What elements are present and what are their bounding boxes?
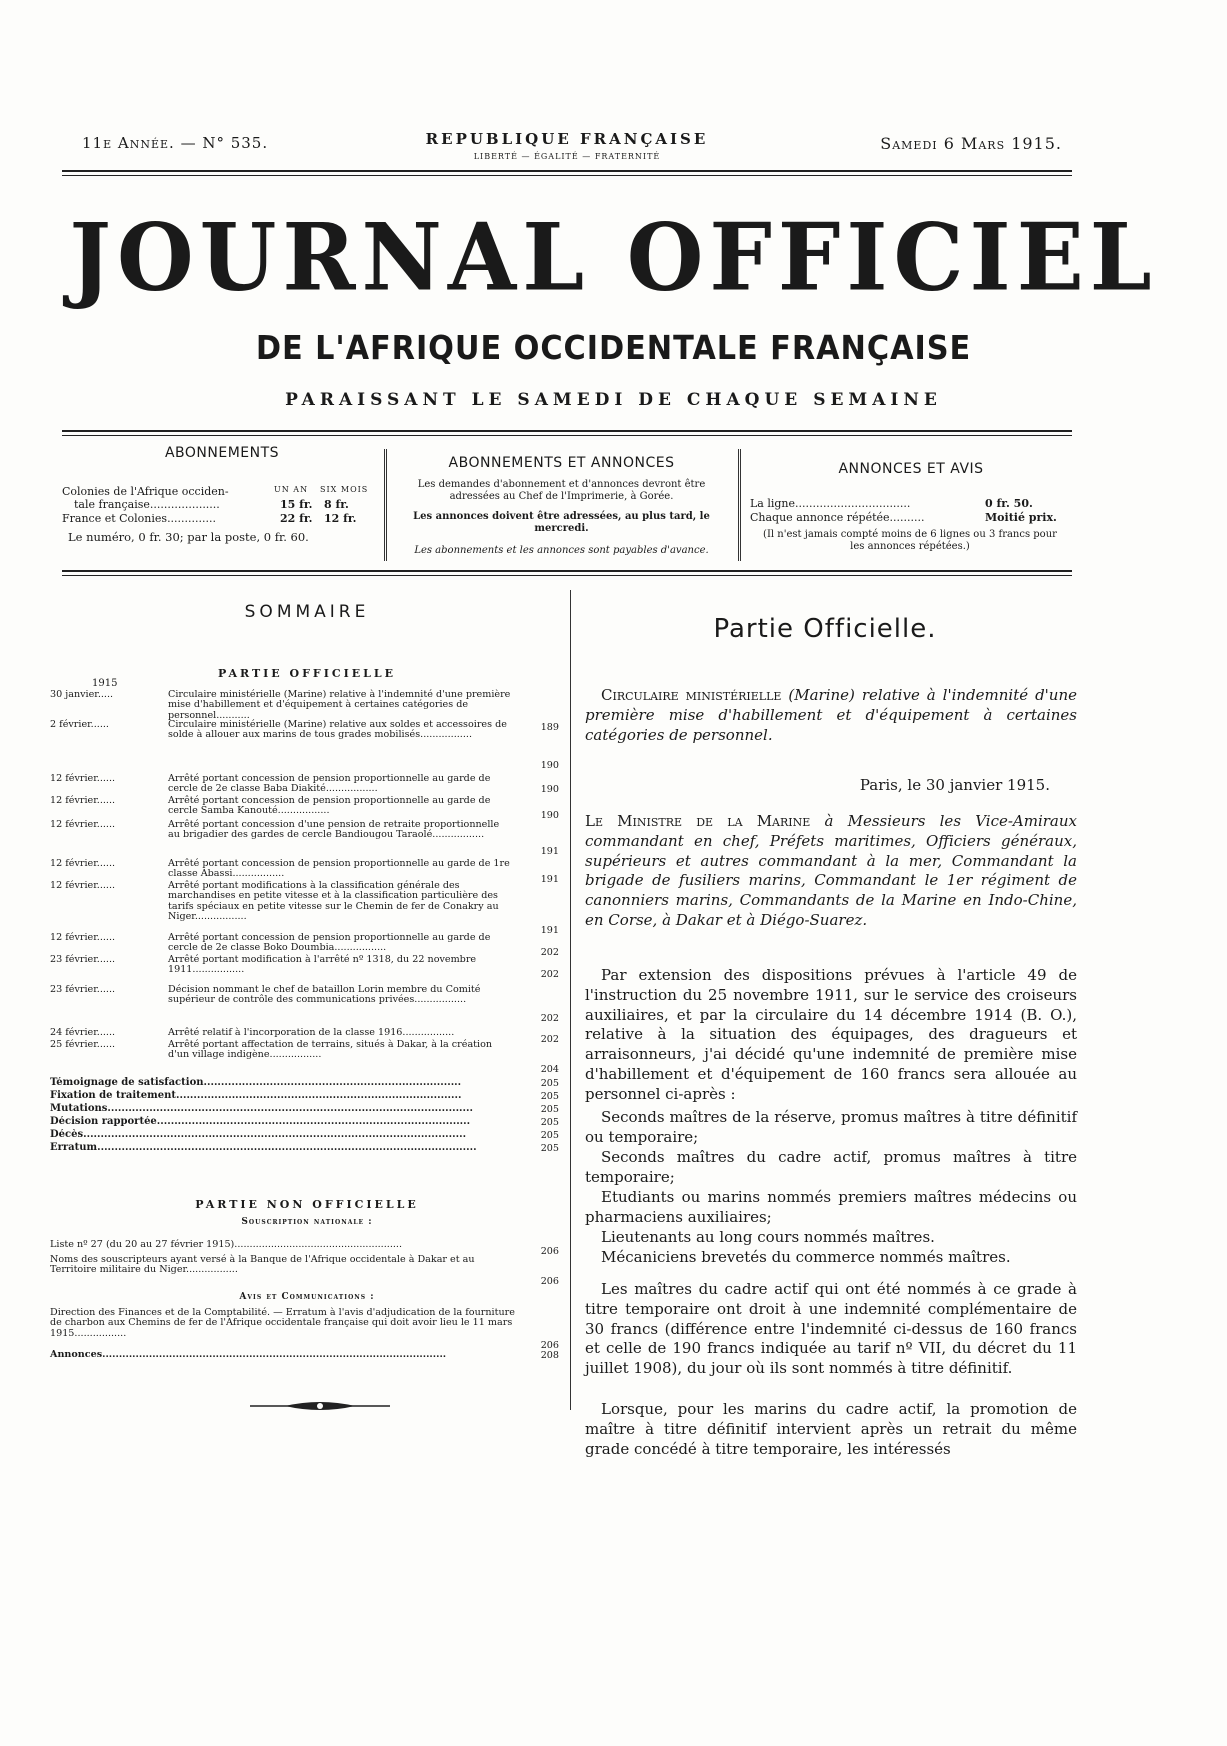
toc-desc: Arrêté portant concession de pension proportionnelle au garde de cercle de 2e classe Boko Doumbia................. [168, 932, 491, 954]
journal-title: JOURNAL OFFICIEL [69, 202, 1158, 312]
numero-price: Le numéro, 0 fr. 30; par la poste, 0 fr. 60. [68, 530, 309, 544]
subs-separator [384, 449, 387, 561]
toc-desc: Arrêté portant concession d'une pension de retraite proportionnelle au brigadier des gardes de cercle Bandiougou Taraolé................. [168, 819, 500, 841]
toc-date: 12 février...... [50, 880, 116, 891]
row-year: 15 fr. [280, 498, 313, 511]
toc-entry[interactable] [50, 1240, 515, 1250]
row-label: France et Colonies.............. [62, 512, 217, 525]
republic-motto: LIBERTÉ — ÉGALITÉ — FRATERNITÉ [473, 152, 661, 161]
toc-date: 23 février...... [50, 954, 116, 965]
row-year: 22 fr. [280, 512, 313, 525]
col-six-header: SIX MOIS [320, 485, 369, 494]
republic-name: REPUBLIQUE FRANÇAISE [425, 130, 709, 148]
partie-non-officielle-heading: PARTIE NON OFFICIELLE [195, 1198, 419, 1211]
abonnements-annonces-heading: ABONNEMENTS ET ANNONCES [448, 455, 675, 471]
column-divider [570, 590, 571, 1410]
row-value: 0 fr. 50. [985, 497, 1033, 510]
toc-date: 12 février...... [50, 932, 116, 943]
avis-heading: Avis et Communications : [239, 1292, 375, 1302]
partie-officielle-title: Partie Officielle. [713, 614, 937, 644]
toc-page: 205 [540, 1091, 559, 1102]
circular-address [585, 812, 1077, 931]
toc-desc: Circulaire ministérielle (Marine) relative aux soldes et accessoires de solde à allouer aux marins de tous grades mobilisés................. [168, 719, 507, 741]
toc-page: 205 [540, 1130, 559, 1141]
col-year-header: UN AN [274, 485, 309, 494]
toc-page: 191 [540, 846, 559, 857]
issue-date: Samedi 6 Mars 1915. [880, 134, 1062, 153]
toc-entry[interactable]: Décès.............................................................................................................. [50, 1129, 467, 1140]
toc-page: 190 [540, 760, 559, 771]
row-label: Chaque annonce répétée.......... [750, 511, 925, 524]
row-label: La ligne................................. [750, 497, 911, 510]
row-value: Moitié prix. [985, 511, 1057, 524]
toc-entry[interactable]: Mutations......................................................................................................... [50, 1103, 473, 1114]
toc-desc: Décision nommant le chef de bataillon Lorin membre du Comité supérieur de contrôle des communications privées................. [168, 984, 481, 1006]
toc-date: 12 février...... [50, 858, 116, 869]
toc-desc: Arrêté portant affectation de terrains, situés à Dakar, à la création d'un village indigène................. [168, 1039, 493, 1061]
demandes-text: Les demandes d'abonnement et d'annonces devront être adressées au Chef de l'Imprimerie, à Gorée. [417, 479, 706, 502]
toc-page: 205 [540, 1078, 559, 1089]
toc-page: 208 [540, 1350, 559, 1361]
toc-date: 25 février...... [50, 1039, 116, 1050]
abonnements-annonces-box [394, 445, 729, 565]
paragraph-1: Par extension des dispositions prévues à l'article 49 de l'instruction du 25 novembre 1911, sur le service des croiseurs auxiliaires, et par la circulaire du 14 décembre 1914 (B. O.), relative à la situation des équipages, des dragueurs et arraisonneurs, j'ai décidé qu'une indemnité de première mise d'habillement et d'équipement de 160 francs sera allouée au personnel ci-après : [585, 966, 1077, 1103]
sommaire-title: SOMMAIRE [244, 602, 370, 622]
address-sc: Le Ministre de la Marine [585, 812, 811, 830]
toc-page: 189 [540, 722, 559, 733]
toc-desc: Circulaire ministérielle (Marine) relative à l'indemnité d'une première mise d'habillement et d'équipement à certaines catégories de personnel........... [168, 689, 511, 721]
toc-page: 190 [540, 784, 559, 795]
masthead-rule [62, 170, 1072, 176]
toc-desc: Liste nº 27 (du 20 au 27 février 1915)....................................................... [50, 1239, 403, 1250]
toc-page: 205 [540, 1104, 559, 1115]
annonces-note: (Il n'est jamais compté moins de 6 lignes ou 3 francs pour les annonces répétées.) [763, 529, 1057, 552]
souscription-heading: Souscription nationale : [241, 1217, 373, 1227]
toc-page: 206 [540, 1340, 559, 1351]
toc-date: 2 février...... [50, 719, 109, 730]
personnel-list-item: Seconds maîtres du cadre actif, promus maîtres à titre temporaire; [585, 1148, 1077, 1186]
toc-page: 202 [540, 1034, 559, 1045]
abonnements-box [62, 445, 382, 565]
toc-desc: Arrêté portant modifications à la classification générale des marchandises en petite vitesse et à la classification particulière des tarifs spéciaux en petite vitesse sur le Chemin de fer de Conakry au Niger................. [168, 880, 499, 922]
toc-entry[interactable]: Témoignage de satisfaction.......................................................................... [50, 1077, 462, 1088]
circular-title-rest: (Marine) relative à l'indemnité d'une première mise d'habillement et d'équipement à certaines catégories de personnel. [585, 686, 1077, 744]
toc-desc: Arrêté portant modification à l'arrêté nº 1318, du 22 novembre 1911................. [168, 954, 477, 976]
annonces-avis-box [750, 445, 1072, 565]
toc-date: 12 février...... [50, 795, 116, 806]
address-rest: à Messieurs les Vice-Amiraux commandant en chef, Préfets maritimes, Officiers généraux, supérieurs et autres commandant à la mer, Commandant la brigade de fusiliers marins, Commandant le 1er régiment de canonniers marins, Commandants de la Marine en Indo-Chine, en Corse, à Dakar et à Diégo-Suarez. [585, 812, 1077, 929]
personnel-list-item: Lieutenants au long cours nommés maîtres. [601, 1228, 935, 1246]
toc-page: 202 [540, 947, 559, 958]
personnel-list-item: Seconds maîtres de la réserve, promus maîtres à titre définitif ou temporaire; [585, 1108, 1077, 1146]
ornament-divider-icon [245, 1398, 395, 1414]
subscription-band [62, 445, 1072, 565]
annonces-avis-heading: ANNONCES ET AVIS [838, 461, 984, 477]
toc-page: 205 [540, 1117, 559, 1128]
row-six: 12 fr. [324, 512, 357, 525]
toc-desc: Arrêté relatif à l'incorporation de la classe 1916................. [168, 1027, 455, 1038]
toc-date: 12 février...... [50, 819, 116, 830]
paragraph-3: Lorsque, pour les marins du cadre actif, la promotion de maître à titre définitif intervient après un retrait du même grade concédé à titre temporaire, les intéressés [585, 1400, 1077, 1458]
toc-desc: Direction des Finances et de la Comptabilité. — Erratum à l'avis d'adjudication de la fourniture de charbon aux Chemins de fer de l'Afrique occidentale française qui doit avoir lieu le 11 mars 1915................. [50, 1307, 515, 1339]
toc-desc: Arrêté portant concession de pension proportionnelle au garde de cercle de 2e classe Baba Diakité................. [168, 773, 491, 795]
payment-note: Les abonnements et les annonces sont payables d'avance. [414, 545, 709, 556]
circular-title-sc: Circulaire ministérielle [601, 686, 782, 704]
toc-desc: Arrêté portant concession de pension proportionnelle au garde de cercle Samba Kanouté................. [168, 795, 491, 817]
toc-desc: Noms des souscripteurs ayant versé à la Banque de l'Afrique occidentale à Dakar et au Territoire militaire du Niger................. [50, 1254, 475, 1276]
subscription-bottom-rule [62, 570, 1072, 576]
personnel-list-item: Etudiants ou marins nommés premiers maîtres médecins ou pharmaciens auxiliaires; [585, 1188, 1077, 1226]
toc-entry[interactable] [50, 1308, 515, 1339]
toc-entry[interactable]: Fixation de traitement.................................................................................. [50, 1090, 462, 1101]
toc-entry[interactable] [50, 1350, 515, 1360]
row-six: 8 fr. [324, 498, 349, 511]
toc-page: 191 [540, 925, 559, 936]
toc-page: 205 [540, 1143, 559, 1154]
personnel-list-item: Mécaniciens brevetés du commerce nommés maîtres. [601, 1248, 1011, 1266]
row-label: tale française.................... [74, 498, 220, 511]
toc-entry[interactable]: Décision rapportée.......................................................................................... [50, 1116, 471, 1127]
abonnements-heading: ABONNEMENTS [164, 445, 280, 461]
annonces-deadline: Les annonces doivent être adressées, au plus tard, le mercredi. [413, 511, 710, 534]
toc-page: 206 [540, 1276, 559, 1287]
toc-page: 202 [540, 969, 559, 980]
partie-officielle-heading: PARTIE OFFICIELLE [218, 667, 396, 680]
circular-title [585, 686, 1077, 745]
sommaire-year: 1915 [92, 678, 118, 689]
toc-page: 204 [540, 1064, 559, 1075]
toc-page: 206 [540, 1246, 559, 1257]
toc-date: 24 février...... [50, 1027, 116, 1038]
journal-subtitle: DE L'AFRIQUE OCCIDENTALE FRANÇAISE [255, 328, 972, 367]
subscription-top-rule [62, 430, 1072, 436]
row-label: Colonies de l'Afrique occiden- [62, 485, 229, 498]
toc-date: 12 février...... [50, 773, 116, 784]
toc-page: 191 [540, 874, 559, 885]
place-date: Paris, le 30 janvier 1915. [859, 776, 1050, 794]
subs-separator [738, 449, 741, 561]
journal-tagline: PARAISSANT LE SAMEDI DE CHAQUE SEMAINE [285, 390, 942, 410]
toc-date: 30 janvier..... [50, 689, 114, 700]
toc-entry[interactable] [50, 1255, 515, 1276]
toc-desc: Annonces....................................................................................................... [50, 1349, 447, 1360]
toc-entry[interactable]: Erratum............................................................................................................. [50, 1142, 477, 1153]
paragraph-2: Les maîtres du cadre actif qui ont été nommés à ce grade à titre temporaire ont droit à une indemnité complémentaire de 30 francs (différence entre l'indemnité ci-dessus de 160 francs et celle de 190 francs indiquée au tarif nº VII, du décret du 11 juillet 1908), du jour où ils sont nommés à titre définitif. [585, 1280, 1077, 1378]
toc-page: 202 [540, 1013, 559, 1024]
toc-desc: Arrêté portant concession de pension proportionnelle au garde de 1re classe Abassi................. [168, 858, 510, 880]
issue-number: 11e Année. — N° 535. [82, 134, 269, 152]
toc-date: 23 février...... [50, 984, 116, 995]
masthead-strip [62, 130, 1072, 172]
toc-page: 190 [540, 810, 559, 821]
